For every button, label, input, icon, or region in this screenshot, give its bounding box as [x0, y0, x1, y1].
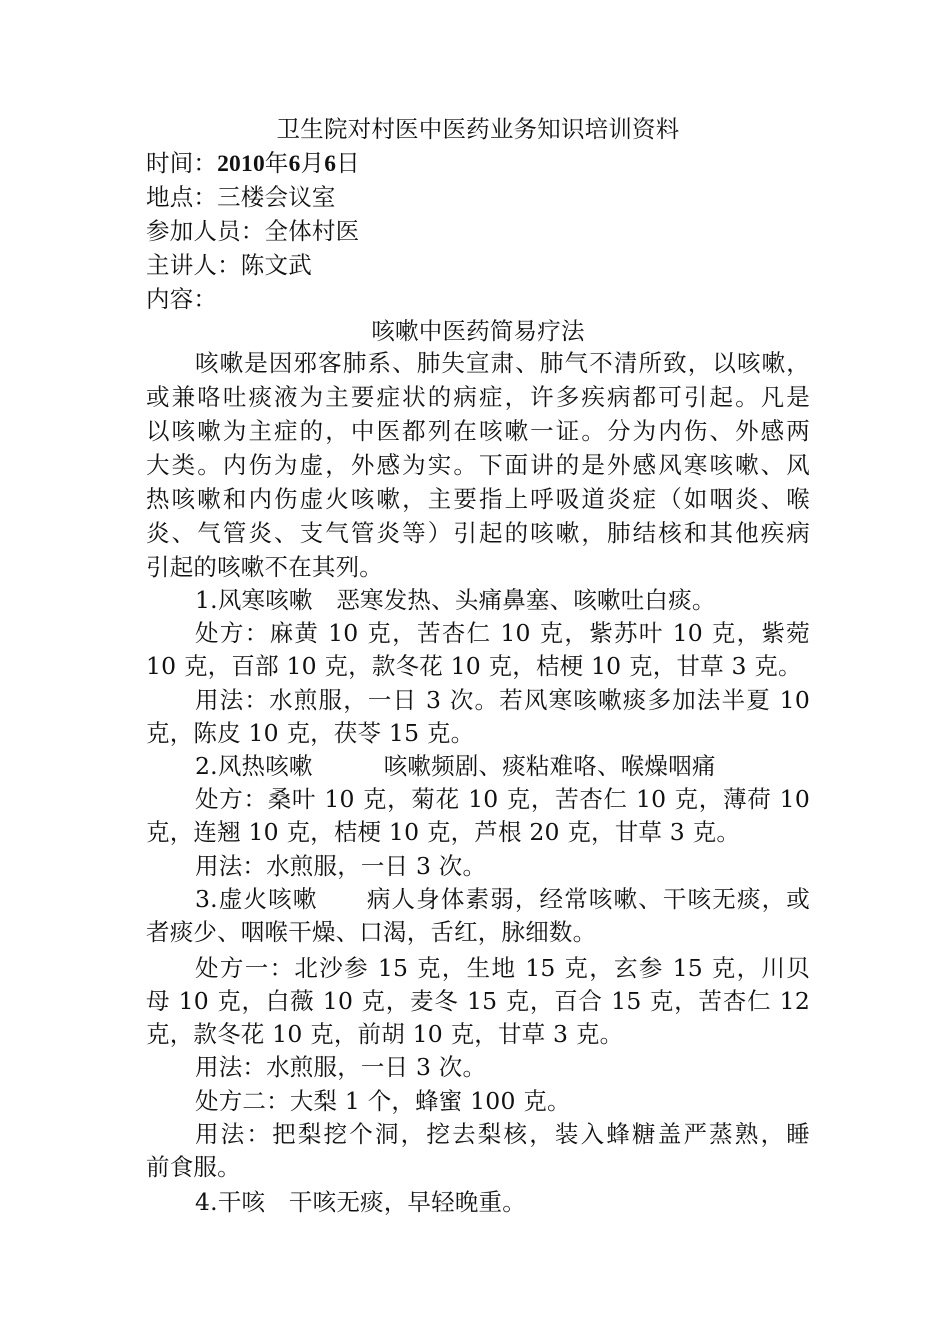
item-dry-cough: 4.干咳 干咳无痰，早轻晚重。: [195, 1188, 526, 1216]
prescription-line: 处方：桑叶 10 克，菊花 10 克，苦杏仁 10 克，薄荷 10: [195, 785, 810, 813]
prescription-line: 克，连翘 10 克，桔梗 10 克，芦根 20 克，甘草 3 克。: [146, 818, 741, 846]
meta-time: [146, 146, 810, 180]
time-year: 2010: [217, 151, 265, 177]
body-line: 热咳嗽和内伤虚火咳嗽，主要指上呼吸道炎症（如咽炎、喉: [146, 485, 810, 513]
meta-content-label: 内容：: [146, 285, 218, 313]
usage-line: 用法：水煎服，一日 3 次。: [195, 852, 487, 880]
prescription-line: 处方二：大梨 1 个，蜂蜜 100 克。: [195, 1087, 571, 1115]
item-wind-heat-cough: 2.风热咳嗽 咳嗽频剧、痰粘难咯、喉燥咽痛: [195, 752, 716, 780]
body-line: 大类。内伤为虚，外感为实。下面讲的是外感风寒咳嗽、风: [146, 451, 810, 479]
usage-line: 前食服。: [146, 1153, 241, 1181]
usage-line: 用法：把梨挖个洞，挖去梨核，装入蜂糖盖严蒸熟，睡: [195, 1120, 810, 1148]
usage-line: 用法：水煎服，一日 3 次。: [195, 1053, 487, 1081]
body-line: 咳嗽是因邪客肺系、肺失宣肃、肺气不清所致，以咳嗽，: [195, 349, 810, 377]
prescription-line: 10 克，百部 10 克，款冬花 10 克，桔梗 10 克，甘草 3 克。: [146, 652, 802, 680]
time-year-unit: 年: [264, 149, 289, 177]
usage-line: 克，陈皮 10 克，茯苓 15 克。: [146, 719, 475, 747]
body-line: 炎、气管炎、支气管炎等）引起的咳嗽，肺结核和其他疾病: [146, 519, 810, 547]
body-line: 或兼咯吐痰液为主要症状的病症，许多疾病都可引起。凡是: [146, 383, 810, 411]
body-line: 者痰少、咽喉干燥、口渴，舌红，脉细数。: [146, 918, 597, 946]
section-title: 咳嗽中医药简易疗法: [371, 317, 585, 345]
meta-place: 地点：三楼会议室: [146, 183, 336, 211]
usage-line: 用法：水煎服，一日 3 次。若风寒咳嗽痰多加法半夏 10: [195, 686, 810, 714]
body-line: 以咳嗽为主症的，中医都列在咳嗽一证。分为内伤、外感两: [146, 417, 810, 445]
prescription-line: 处方一：北沙参 15 克，生地 15 克，玄参 15 克，川贝: [195, 954, 810, 982]
time-label: 时间：: [146, 149, 218, 177]
prescription-line: 处方：麻黄 10 克，苦杏仁 10 克，紫苏叶 10 克，紫菀: [195, 619, 810, 647]
prescription-line: 克，款冬花 10 克，前胡 10 克，甘草 3 克。: [146, 1020, 624, 1048]
meta-attendees: 参加人员：全体村医: [146, 217, 360, 245]
time-month-unit: 月: [300, 149, 325, 177]
item-deficiency-fire-cough: 3.虚火咳嗽 病人身体素弱，经常咳嗽、干咳无痰，或: [195, 885, 810, 913]
meta-speaker: 主讲人：陈文武: [146, 251, 312, 279]
document-title: 卫生院对村医中医药业务知识培训资料: [276, 115, 680, 143]
time-day: 6: [324, 151, 337, 177]
item-wind-cold-cough: 1.风寒咳嗽 恶寒发热、头痛鼻塞、咳嗽吐白痰。: [195, 586, 716, 614]
time-month: 6: [288, 151, 301, 177]
prescription-line: 母 10 克，白薇 10 克，麦冬 15 克，百合 15 克，苦杏仁 12: [146, 987, 810, 1015]
time-day-unit: 日: [336, 149, 360, 177]
body-line: 引起的咳嗽不在其列。: [146, 553, 383, 581]
